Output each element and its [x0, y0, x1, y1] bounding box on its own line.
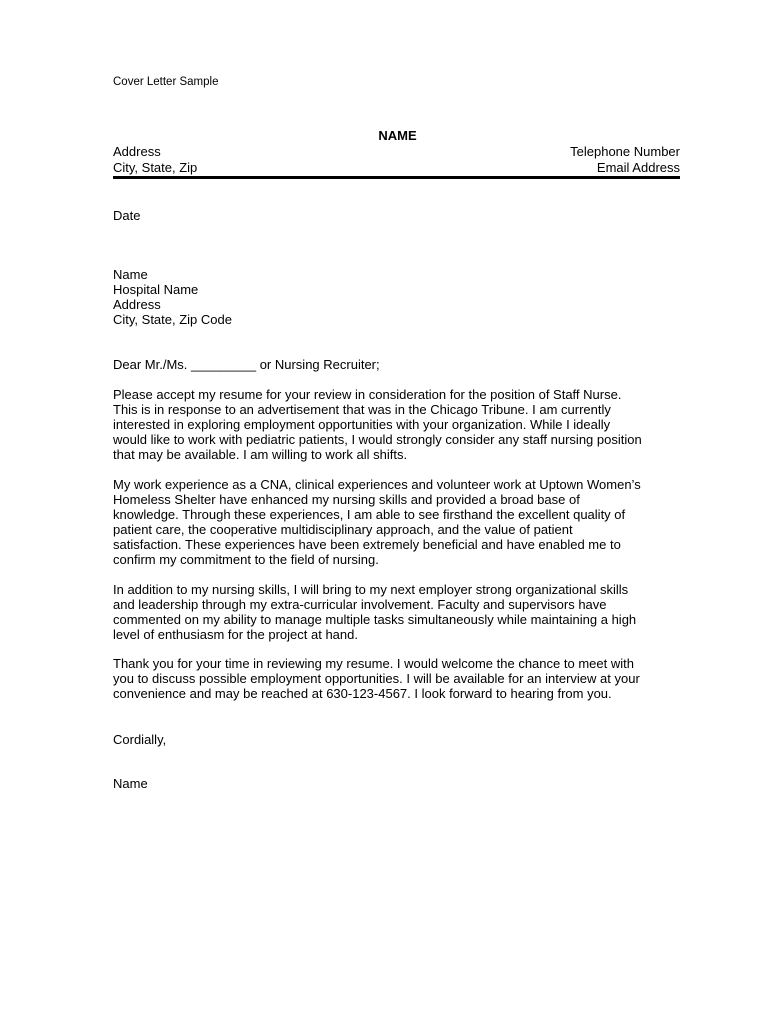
paragraph-line: and leadership through my extra-curricular involvement. Faculty and supervisors have: [113, 597, 607, 613]
paragraph-line: interested in exploring employment opportunities with your organization. While I ideally: [113, 417, 611, 433]
paragraph-line: knowledge. Through these experiences, I am able to see firsthand the excellent quality of: [113, 507, 626, 523]
paragraph-line: In addition to my nursing skills, I will bring to my next employer strong organizational skills: [113, 582, 629, 597]
paragraph-3: [113, 582, 693, 642]
recipient-address: Address: [113, 297, 161, 313]
document-label: Cover Letter Sample: [113, 76, 219, 88]
paragraph-line: satisfaction. These experiences have been extremely beneficial and have enabled me to: [113, 537, 621, 553]
paragraph-line: convenience and may be reached at 630-123-4567. I look forward to hearing from you.: [113, 686, 612, 702]
paragraph-2: [113, 477, 693, 568]
paragraph-line: commented on my ability to manage multiple tasks simultaneously while maintaining a high: [113, 612, 637, 628]
recipient-hospital: Hospital Name: [113, 282, 199, 298]
signer-name: Name: [113, 776, 148, 791]
sender-email: Email Address: [596, 159, 680, 175]
letterhead: [113, 128, 680, 179]
paragraph-line: Thank you for your time in reviewing my resume. I would welcome the chance to meet with: [113, 656, 634, 671]
sender-city-state-zip: City, State, Zip: [113, 159, 198, 175]
paragraph-line: level of enthusiasm for the project at hand.: [113, 627, 358, 643]
recipient-block: [113, 267, 693, 327]
recipient-city-state-zip: City, State, Zip Code: [113, 312, 232, 328]
sender-name: NAME: [378, 128, 417, 143]
paragraph-line: you to discuss possible employment opportunities. I will be available for an interview at your: [113, 671, 640, 687]
paragraph-line: would like to work with pediatric patients, I would strongly consider any staff nursing position: [113, 432, 642, 448]
letter-date: Date: [113, 208, 141, 223]
sender-telephone: Telephone Number: [570, 144, 680, 159]
paragraph-line: This is in response to an advertisement that was in the Chicago Tribune. I am currently: [113, 402, 611, 418]
paragraph-line: that may be available. I am willing to work all shifts.: [113, 447, 408, 463]
paragraph-1: [113, 387, 693, 462]
sender-address: Address: [113, 144, 161, 159]
closing: Cordially,: [113, 732, 167, 747]
salutation: Dear Mr./Ms. _________ or Nursing Recruiter;: [113, 357, 380, 372]
paragraph-4: [113, 656, 693, 701]
recipient-name: Name: [113, 267, 148, 282]
paragraph-line: Homeless Shelter have enhanced my nursing skills and provided a broad base of: [113, 492, 580, 508]
paragraph-line: Please accept my resume for your review in consideration for the position of Staff Nurse.: [113, 387, 622, 402]
paragraph-line: confirm my commitment to the field of nursing.: [113, 552, 379, 568]
letterhead-divider: [113, 176, 680, 179]
paragraph-line: My work experience as a CNA, clinical experiences and volunteer work at Uptown Women’s: [113, 477, 641, 492]
letterhead-row-1: [113, 144, 680, 160]
paragraph-line: patient care, the cooperative multidisciplinary approach, and the value of patient: [113, 522, 573, 538]
letterhead-row-2: [113, 160, 680, 176]
